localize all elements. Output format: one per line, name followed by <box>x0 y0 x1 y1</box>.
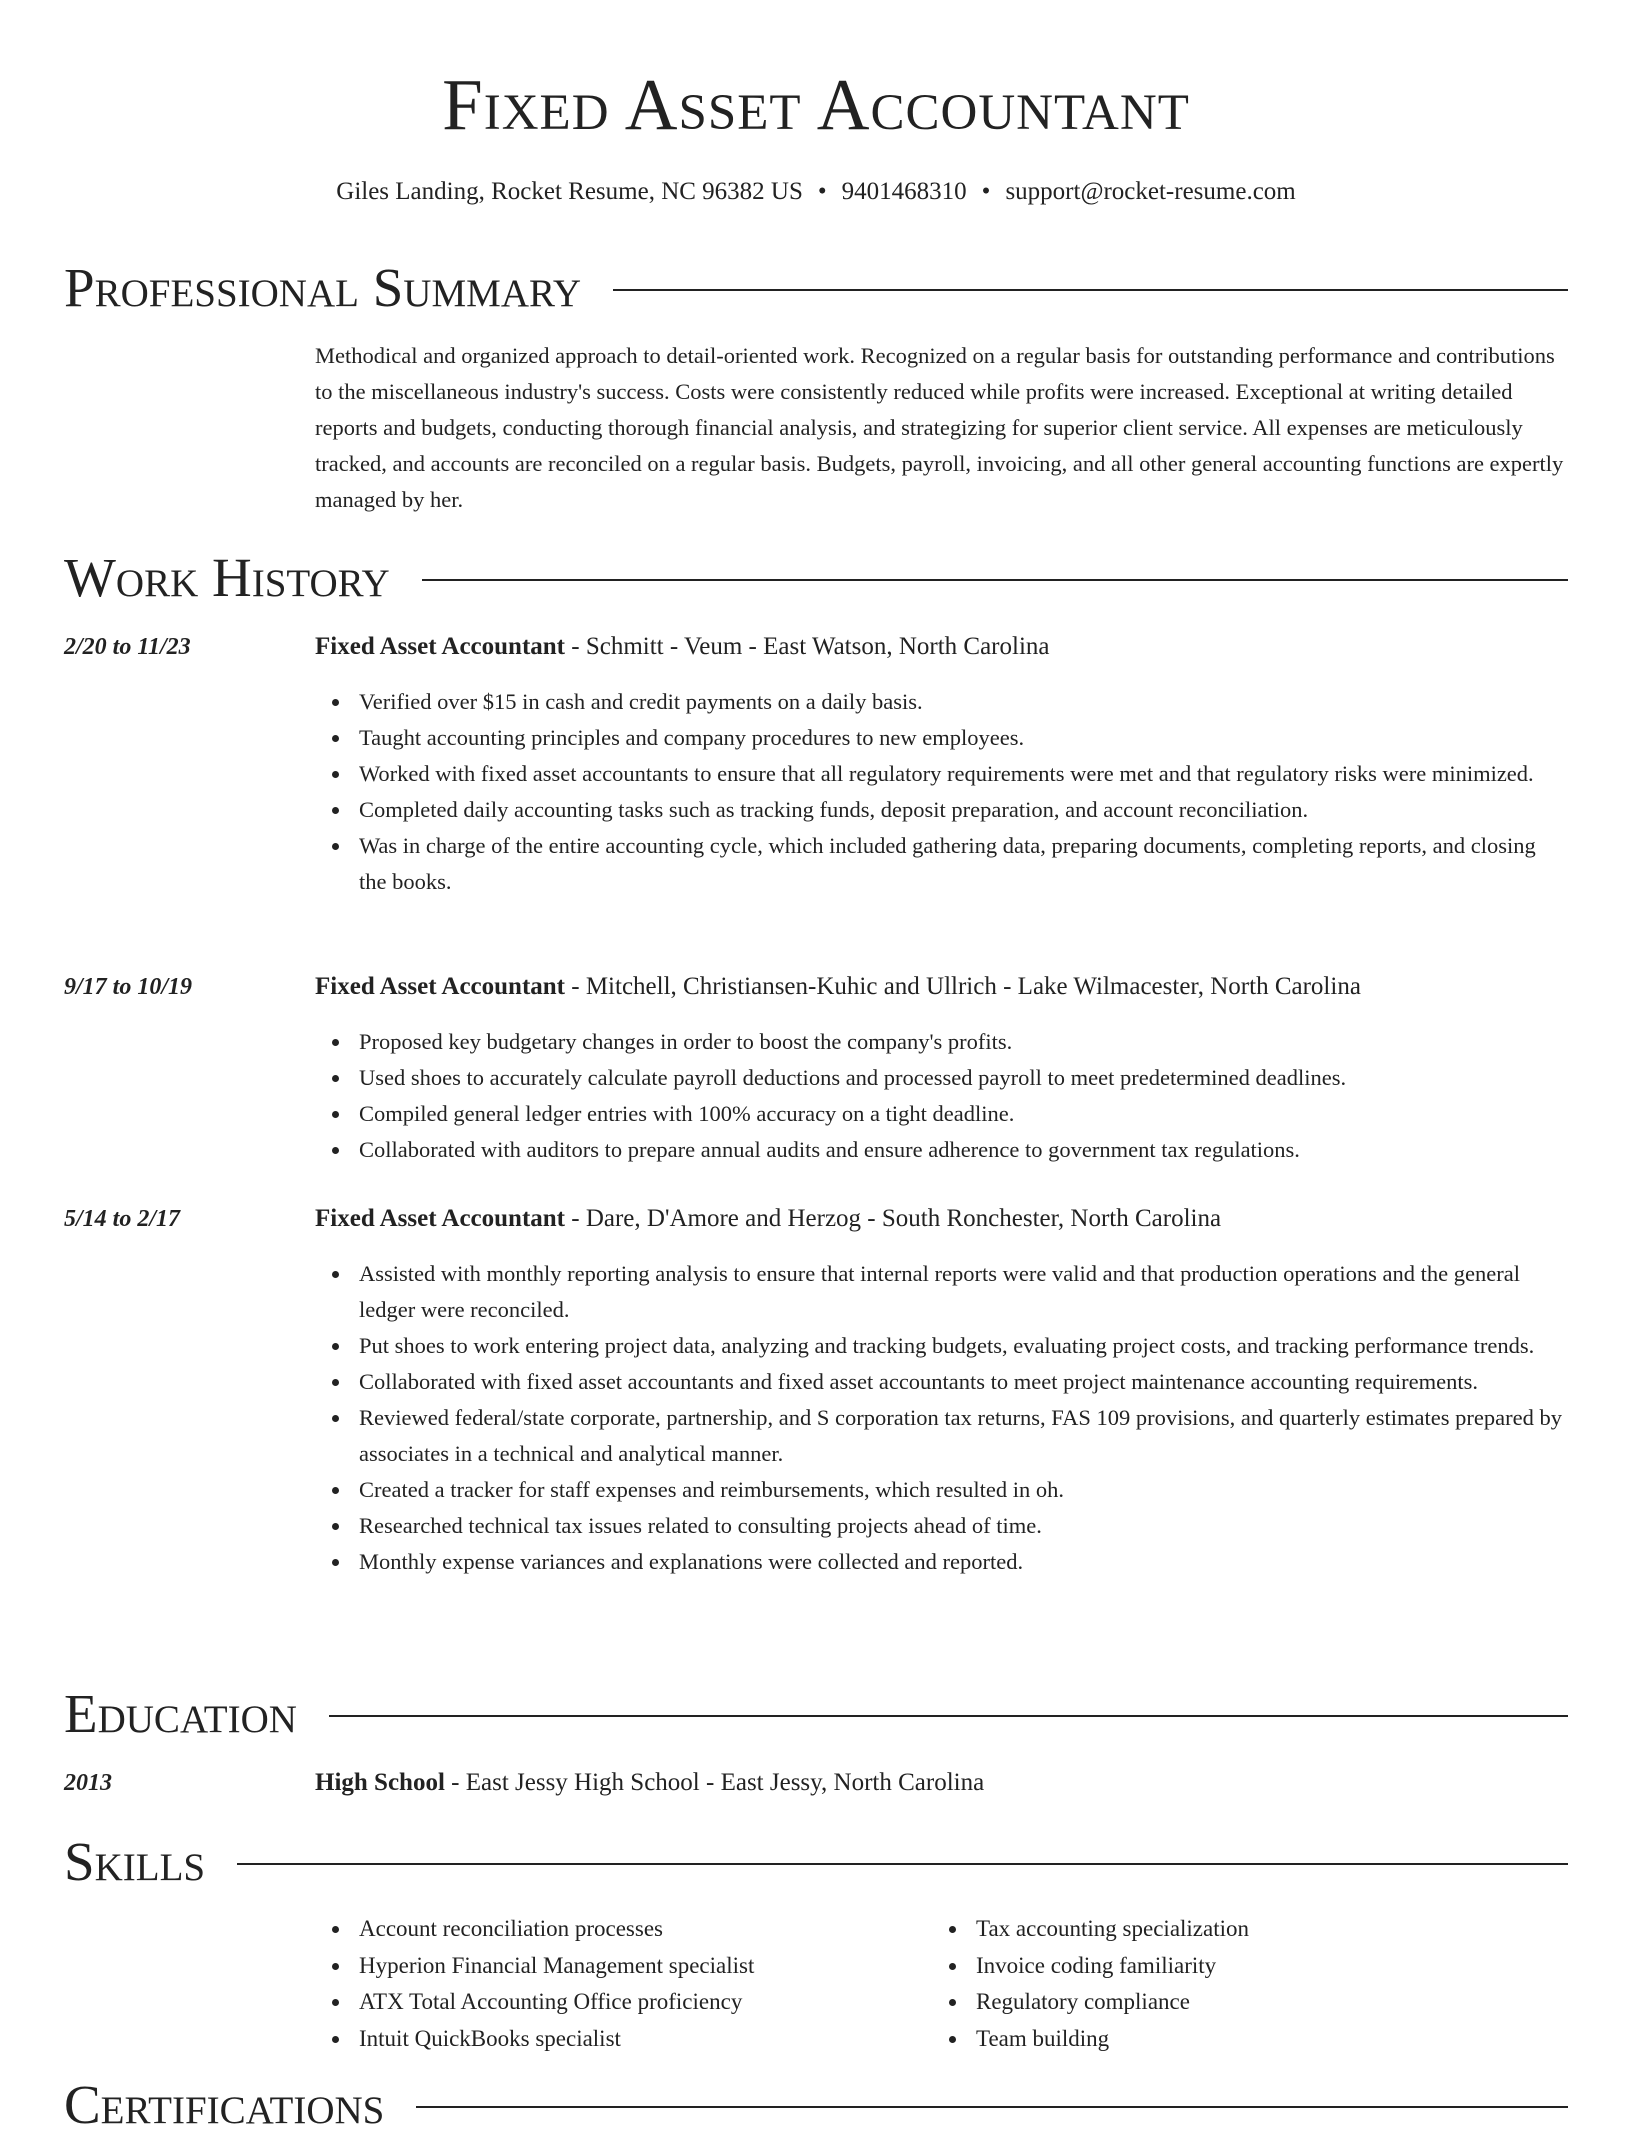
job-company: - Schmitt - Veum - East Watson, North Carolina <box>565 633 1050 660</box>
section-title: Work History <box>64 547 390 608</box>
list-item: Proposed key budgetary changes in order to boost the company's profits. <box>359 1024 1568 1060</box>
contact-separator: • <box>981 178 991 205</box>
skill-item: Tax accounting specialization <box>976 1911 1596 1948</box>
job-title: Fixed Asset Accountant <box>315 1205 565 1232</box>
section-skills <box>64 1829 1568 1895</box>
section-divider <box>329 1715 1568 1717</box>
list-item: Put shoes to work entering project data, analyzing and tracking budgets, evaluating project costs, and tracking performance trends. <box>359 1328 1568 1364</box>
job-heading <box>315 1201 1568 1237</box>
job-title: Fixed Asset Accountant <box>315 633 565 660</box>
job-company: - Mitchell, Christiansen-Kuhic and Ullrich - Lake Wilmacester, North Carolina <box>565 973 1361 1000</box>
skill-item: Regulatory compliance <box>976 1984 1596 2021</box>
job-company: - Dare, D'Amore and Herzog - South Ronchester, North Carolina <box>565 1205 1222 1232</box>
list-item: Verified over $15 in cash and credit payments on a daily basis. <box>359 684 1568 720</box>
job-dates: 5/14 to 2/17 <box>64 1206 181 1232</box>
job-heading <box>315 629 1568 665</box>
education-school: - East Jessy High School - East Jessy, North Carolina <box>444 1769 985 1796</box>
list-item: Collaborated with auditors to prepare annual audits and ensure adherence to government tax regulations. <box>359 1132 1568 1168</box>
job-dates: 2/20 to 11/23 <box>64 634 191 660</box>
list-item: Completed daily accounting tasks such as tracking funds, deposit preparation, and account reconciliation. <box>359 792 1568 828</box>
resume-name-heading: Fixed Asset Accountant <box>442 64 1190 145</box>
summary-text: Methodical and organized approach to detail-oriented work. Recognized on a regular basis for outstanding performance and contributions to the miscellaneous industry's success. Costs were consistently reduced while profits were increased. Exceptional at writing detailed reports and budgets, conducting thorough financial analysis, and strategizing for superior client service. All expenses are meticulously tracked, and accounts are reconciled on a regular basis. Budgets, payroll, invoicing, and all other general accounting functions are expertly managed by her. <box>315 343 1564 512</box>
section-title: Certifications <box>64 2074 385 2135</box>
skill-item: Intuit QuickBooks specialist <box>359 2021 979 2058</box>
section-divider <box>613 289 1568 291</box>
list-item: Used shoes to accurately calculate payroll deductions and processed payroll to meet predetermined deadlines. <box>359 1060 1568 1096</box>
section-divider <box>237 1863 1568 1865</box>
list-item: Researched technical tax issues related to consulting projects ahead of time. <box>359 1508 1568 1544</box>
contact-email: support@rocket-resume.com <box>1005 178 1296 205</box>
list-item: Created a tracker for staff expenses and reimbursements, which resulted in oh. <box>359 1472 1568 1508</box>
education-degree: High School <box>315 1769 445 1796</box>
contact-line <box>0 175 1632 209</box>
section-title: Education <box>64 1683 297 1744</box>
contact-address: Giles Landing, Rocket Resume, NC 96382 US <box>336 178 803 205</box>
education-heading <box>315 1765 1568 1801</box>
list-item: Taught accounting principles and company procedures to new employees. <box>359 720 1568 756</box>
skills-list-right <box>932 1911 1596 2057</box>
education-year: 2013 <box>64 1770 112 1796</box>
section-title: Skills <box>64 1831 206 1892</box>
section-divider <box>416 2106 1568 2108</box>
section-title: Professional Summary <box>64 257 582 318</box>
section-divider <box>422 579 1568 581</box>
list-item: Assisted with monthly reporting analysis to ensure that internal reports were valid and that production operations and the general ledger were reconciled. <box>359 1256 1568 1328</box>
job-title: Fixed Asset Accountant <box>315 973 565 1000</box>
section-work-history <box>64 545 1568 611</box>
section-professional-summary <box>64 255 1568 321</box>
skill-item: ATX Total Accounting Office proficiency <box>359 1984 979 2021</box>
contact-separator: • <box>817 178 827 205</box>
job-bullets <box>315 1256 1568 1580</box>
contact-phone: 9401468310 <box>841 178 967 205</box>
list-item: Compiled general ledger entries with 100% accuracy on a tight deadline. <box>359 1096 1568 1132</box>
job-bullets <box>315 1024 1568 1168</box>
skill-item: Account reconciliation processes <box>359 1911 979 1948</box>
job-bullets <box>315 684 1568 900</box>
skills-list-left <box>315 1911 979 2057</box>
list-item: Worked with fixed asset accountants to ensure that all regulatory requirements were met and that regulatory risks were minimized. <box>359 756 1568 792</box>
skill-item: Hyperion Financial Management specialist <box>359 1948 979 1985</box>
list-item: Was in charge of the entire accounting cycle, which included gathering data, preparing documents, completing reports, and closing the books. <box>359 828 1568 900</box>
skill-item: Invoice coding familiarity <box>976 1948 1596 1985</box>
list-item: Collaborated with fixed asset accountants and fixed asset accountants to meet project maintenance accounting requirements. <box>359 1364 1568 1400</box>
job-heading <box>315 969 1568 1005</box>
job-dates: 9/17 to 10/19 <box>64 974 193 1000</box>
section-certifications <box>64 2072 1568 2138</box>
section-education <box>64 1681 1568 1747</box>
skill-item: Team building <box>976 2021 1596 2058</box>
list-item: Reviewed federal/state corporate, partnership, and S corporation tax returns, FAS 109 provisions, and quarterly estimates prepared by associates in a technical and analytical manner. <box>359 1400 1568 1472</box>
list-item: Monthly expense variances and explanations were collected and reported. <box>359 1544 1568 1580</box>
